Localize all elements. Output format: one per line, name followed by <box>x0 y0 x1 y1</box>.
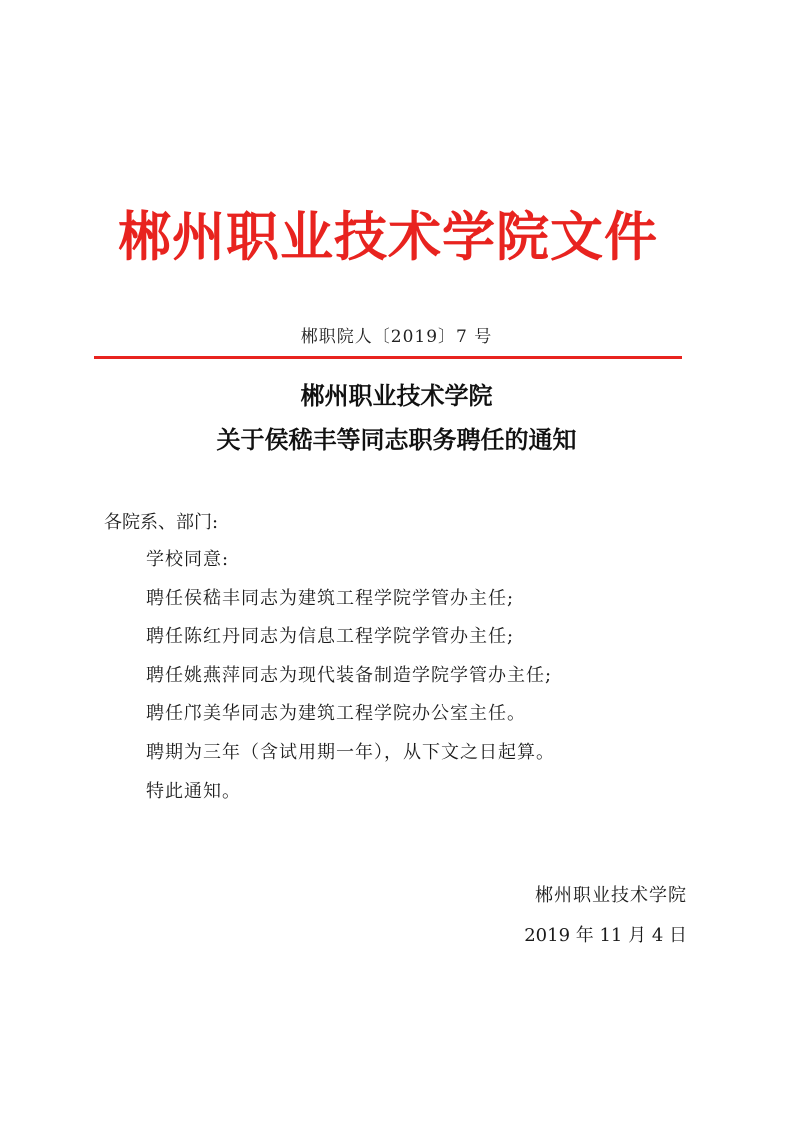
body-paragraph: 聘任姚燕萍同志为现代装备制造学院学管办主任; <box>146 664 553 686</box>
notice-body <box>146 541 555 811</box>
notice-title-line-2: 关于侯嵇丰等同志职务聘任的通知 <box>216 425 577 454</box>
notice-title <box>0 374 793 462</box>
red-divider-line <box>94 356 682 359</box>
body-paragraph: 聘任陈红丹同志为信息工程学院学管办主任; <box>146 626 515 648</box>
signature-block <box>524 876 687 956</box>
signature-date: 2019 年 11 月 4 日 <box>524 925 687 946</box>
body-paragraph: 聘任邝美华同志为建筑工程学院办公室主任。 <box>146 703 526 725</box>
body-paragraph: 聘期为三年（含试用期一年），从下文之日起算。 <box>146 741 555 763</box>
document-number: 郴职院人〔2019〕7 号 <box>300 327 493 347</box>
body-paragraph: 聘任侯嵇丰同志为建筑工程学院学管办主任; <box>146 587 515 609</box>
notice-title-line-1: 郴州职业技术学院 <box>300 381 493 410</box>
addressee: 各院系、部门: <box>104 512 219 533</box>
body-paragraph: 特此通知。 <box>146 780 241 802</box>
signature-organization: 郴州职业技术学院 <box>535 885 687 906</box>
body-paragraph: 学校同意: <box>146 549 230 570</box>
document-masthead: 郴州职业技术学院文件 <box>118 207 658 268</box>
